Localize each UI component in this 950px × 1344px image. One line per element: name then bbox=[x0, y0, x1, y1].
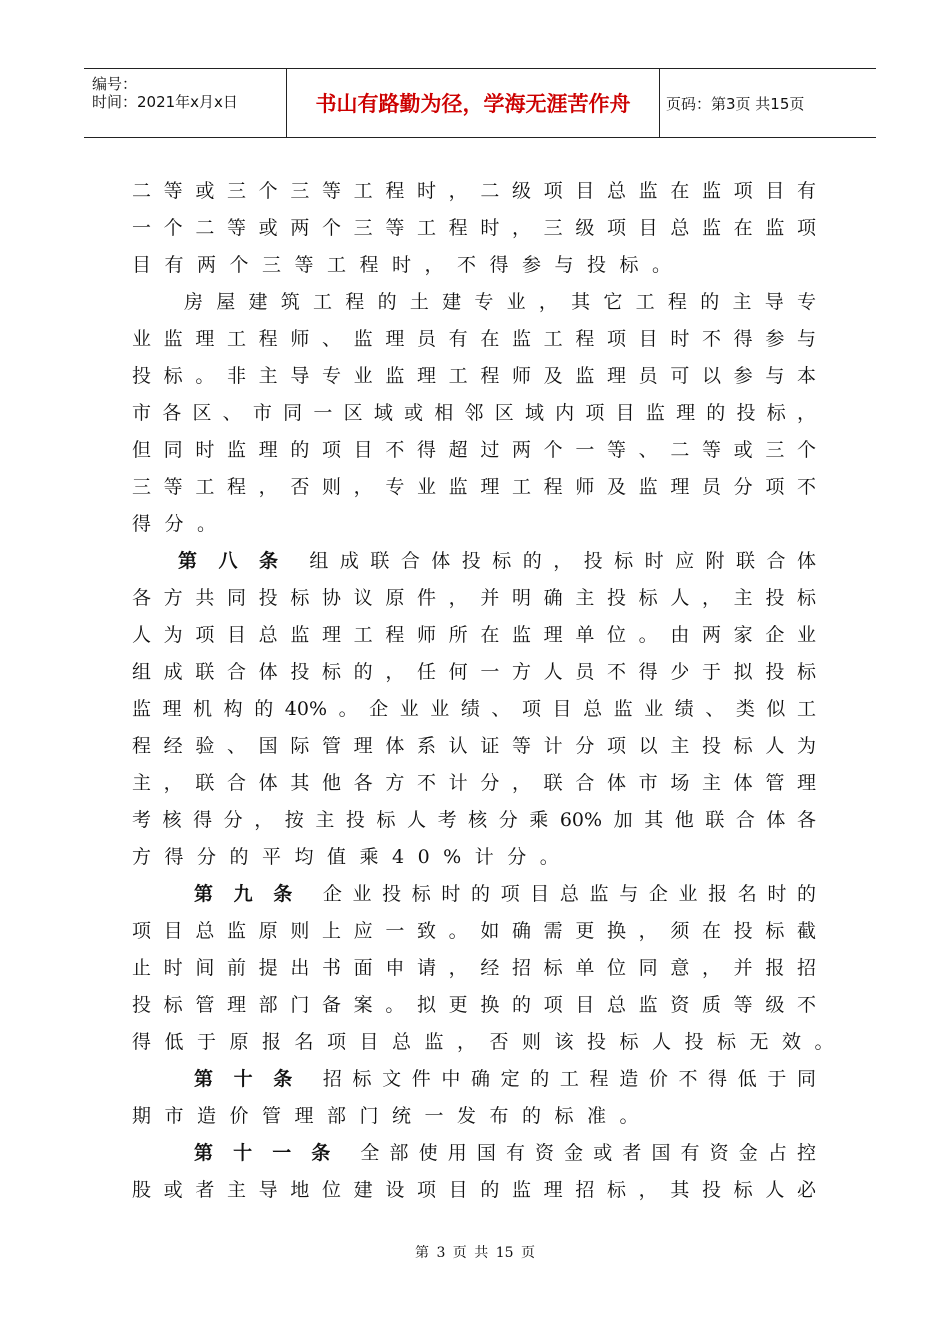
header-motto-cell bbox=[286, 69, 660, 137]
body-text: 监理机构的40%。企业业绩、项目总监业绩、类似工 bbox=[132, 698, 816, 720]
body-line bbox=[132, 472, 816, 502]
article-heading: 第八条 bbox=[178, 550, 300, 572]
body-text: 全部使用国有资金或者国有资金占控 bbox=[360, 1142, 816, 1164]
body-text: 止时间前提出书面申请，经招标单位同意，并报招 bbox=[132, 957, 816, 979]
body-text: 主，联合体其他各方不计分，联合体市场主体管理 bbox=[132, 772, 816, 794]
doc-number-label: 编号： bbox=[92, 75, 138, 93]
body-line bbox=[132, 1175, 816, 1205]
article-heading: 第十一条 bbox=[194, 1142, 351, 1164]
header-page-info: 页码：第3页 共15页 bbox=[666, 94, 805, 113]
body-line bbox=[194, 1138, 816, 1168]
body-line bbox=[132, 250, 816, 280]
body-line bbox=[132, 213, 816, 243]
header-page-cell bbox=[660, 69, 876, 137]
body-text: 组成联合体投标的，任何一方人员不得少于拟投标 bbox=[132, 661, 816, 683]
body-text: 各方共同投标协议原件，并明确主投标人，主投标 bbox=[132, 587, 816, 609]
doc-time-label: 时间：2021年x月x日 bbox=[92, 93, 238, 111]
header-meta-cell bbox=[84, 69, 286, 137]
body-text: 股或者主导地位建设项目的监理招标，其投标人必 bbox=[132, 1179, 816, 1201]
body-line bbox=[132, 768, 816, 798]
body-text: 投标管理部门备案。拟更换的项目总监资质等级不 bbox=[132, 994, 816, 1016]
body-line bbox=[132, 435, 816, 465]
body-text: 程经验、国际管理体系认证等计分项以主投标人为 bbox=[132, 735, 816, 757]
body-line bbox=[132, 805, 816, 835]
body-line bbox=[132, 694, 816, 724]
body-text: 三等工程，否则，专业监理工程师及监理员分项不 bbox=[132, 476, 816, 498]
body-text: 考核得分，按主投标人考核分乘60%加其他联合体各 bbox=[132, 809, 816, 831]
body-text: 招标文件中确定的工程造价不得低于同 bbox=[322, 1068, 816, 1090]
body-text: 业监理工程师、监理员有在监工程项目时不得参与 bbox=[132, 328, 816, 350]
body-text: 二等或三个三等工程时，二级项目总监在监项目有 bbox=[132, 180, 816, 202]
body-line bbox=[132, 1101, 816, 1131]
body-line bbox=[184, 287, 816, 317]
body-text: 人为项目总监理工程师所在监理单位。由两家企业 bbox=[132, 624, 816, 646]
body-text: 方得分的平均值乘40%计分。 bbox=[132, 846, 573, 868]
body-line bbox=[132, 583, 816, 613]
body-text: 企业投标时的项目总监与企业报名时的 bbox=[322, 883, 816, 905]
body-line bbox=[132, 361, 816, 391]
body-line bbox=[132, 842, 816, 872]
page-header bbox=[84, 68, 876, 138]
body-line bbox=[132, 176, 816, 206]
body-line bbox=[194, 879, 816, 909]
body-text: 目有两个三等工程时，不得参与投标。 bbox=[132, 254, 685, 276]
body-text: 得分。 bbox=[132, 513, 230, 535]
body-text: 房屋建筑工程的土建专业，其它工程的主导专 bbox=[184, 291, 816, 313]
body-line bbox=[132, 509, 816, 539]
body-line bbox=[132, 731, 816, 761]
body-text: 但同时监理的项目不得超过两个一等、二等或三个 bbox=[132, 439, 816, 461]
body-line bbox=[132, 657, 816, 687]
body-text: 期市造价管理部门统一发布的标准。 bbox=[132, 1105, 653, 1127]
body-line bbox=[178, 546, 816, 576]
body-text: 一个二等或两个三等工程时，三级项目总监在监项 bbox=[132, 217, 816, 239]
body-line bbox=[132, 953, 816, 983]
body-text: 得低于原报名项目总监，否则该投标人投标无效。 bbox=[132, 1031, 848, 1053]
article-heading: 第十条 bbox=[194, 1068, 313, 1090]
body-line bbox=[132, 1027, 848, 1057]
body-line bbox=[194, 1064, 816, 1094]
body-text: 组成联合体投标的，投标时应附联合体 bbox=[309, 550, 816, 572]
body-line bbox=[132, 916, 816, 946]
body-text: 市各区、市同一区域或相邻区域内项目监理的投标， bbox=[132, 402, 816, 424]
body-text: 项目总监原则上应一致。如确需更换，须在投标截 bbox=[132, 920, 816, 942]
body-line bbox=[132, 398, 816, 428]
body-line bbox=[132, 620, 816, 650]
body-line bbox=[132, 324, 816, 354]
body-line bbox=[132, 990, 816, 1020]
body-text: 投标。非主导专业监理工程师及监理员可以参与本 bbox=[132, 365, 816, 387]
page-footer: 第 3 页 共 15 页 bbox=[415, 1245, 535, 1261]
header-motto: 书山有路勤为径，学海无涯苦作舟 bbox=[315, 92, 631, 116]
article-heading: 第九条 bbox=[194, 883, 313, 905]
